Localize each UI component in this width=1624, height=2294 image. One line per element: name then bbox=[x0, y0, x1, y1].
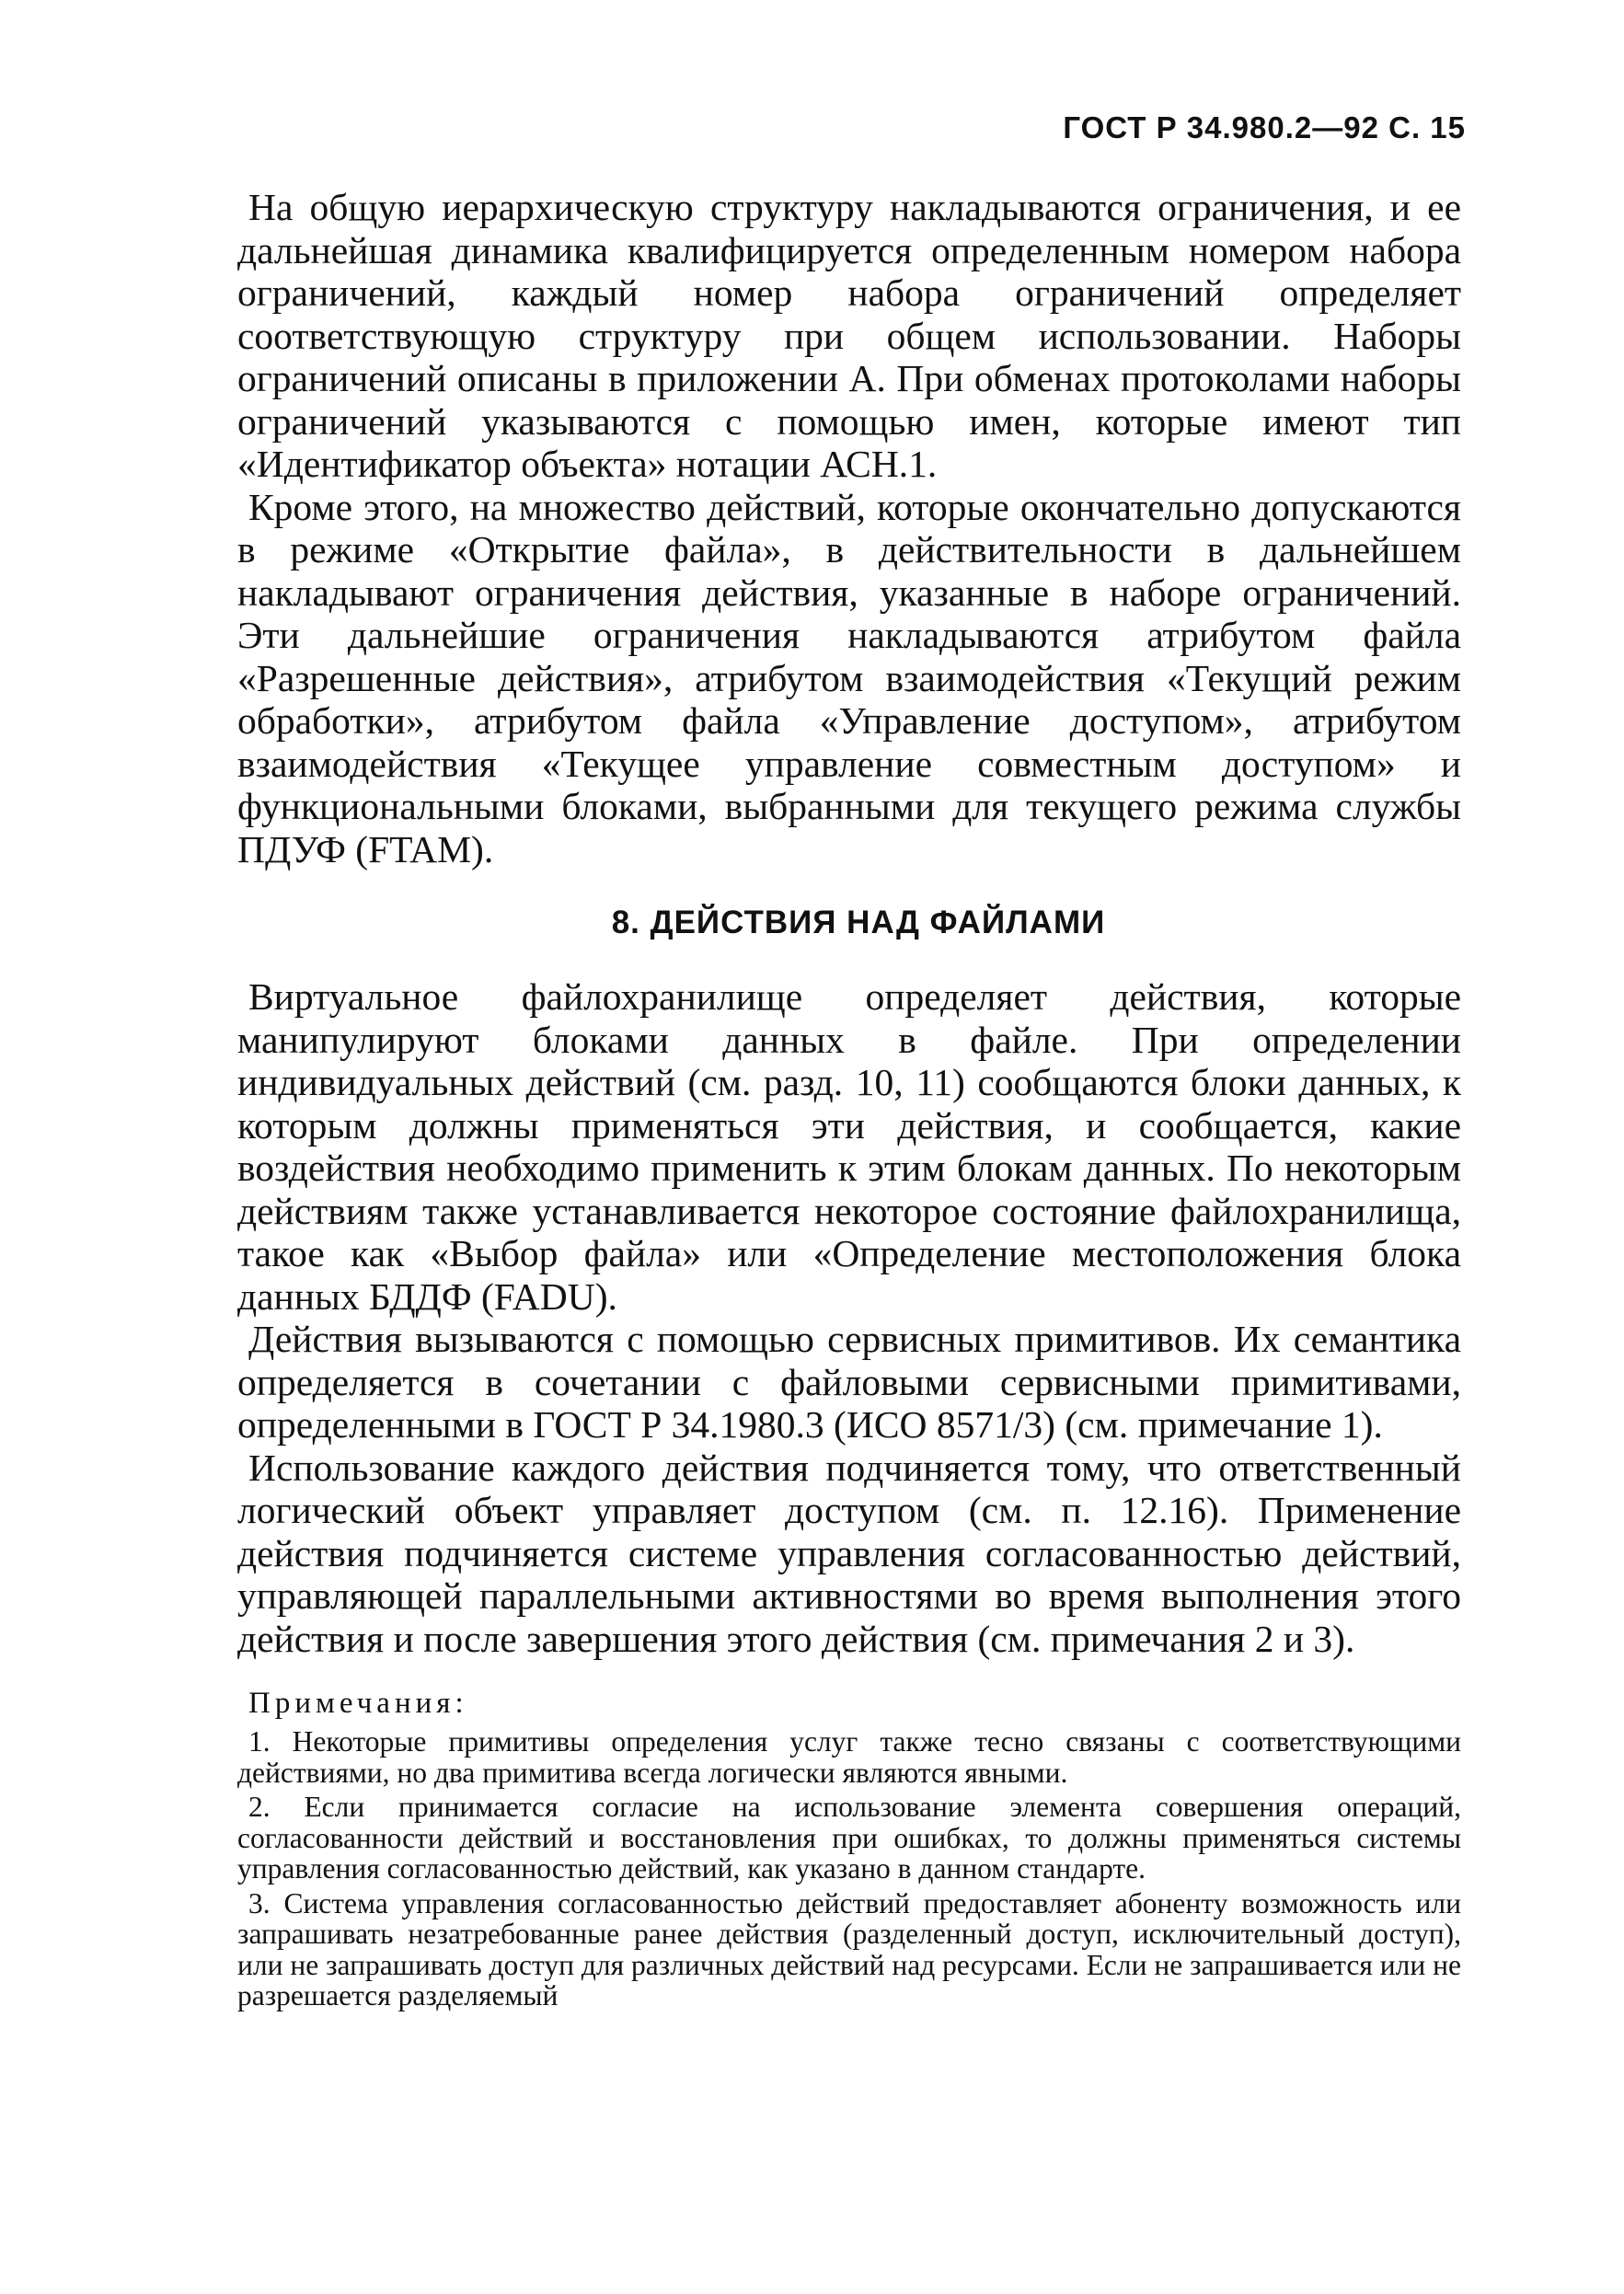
paragraph-service-primitives: Действия вызываются с помощью сервисных примитивов. Их семантика определяется в сочетании с файловыми сервисными примитивами, определенными в ГОСТ Р 34.1980.3 (ИСО 8571/3) (см. примечание 1). bbox=[237, 1318, 1461, 1446]
paragraph-action-restrictions: Кроме этого, на множество действий, которые окончательно допускаются в режиме «Открытие файла», в действительности в дальнейшем накладывают ограничения действия, указанные в наборе ограничений. Эти дальнейшие ограничения накладываются атрибутом файла «Разрешенные действия», атрибутом взаимодействия «Текущий режим обработки», атрибутом файла «Управление доступом», атрибутом взаимодействия «Текущее управление совместным доступом» и функциональными блоками, выбранными для текущего режима службы ПДУФ (FTAM). bbox=[237, 485, 1461, 870]
paragraph-access-control: Использование каждого действия подчиняется тому, что ответственный логический объект управляет доступом (см. п. 12.16). Применение действия подчиняется системе управления согласованностью действий, управляющей параллельными активностями во время выполнения этого действия и после завершения этого действия (см. примечания 2 и 3). bbox=[237, 1446, 1461, 1660]
running-header: ГОСТ Р 34.980.2—92 С. 15 bbox=[1063, 110, 1466, 144]
section-heading: 8. ДЕЙСТВИЯ НАД ФАЙЛАМИ bbox=[611, 905, 1106, 940]
note-3: 3. Система управления согласованностью действий предоставляет абоненту возможность или запрашивать незатребованные ранее действия (разделенный доступ, исключительный доступ), или не запрашивать доступ для различных действий над ресурсами. Если не запрашивается или не разрешается разделяемый bbox=[237, 1886, 1461, 2012]
notes-heading: Примечания: bbox=[248, 1687, 468, 1720]
paragraph-virtual-filestore: Виртуальное файлохранилище определяет действия, которые манипулируют блоками данных в файле. При определении индивидуальных действий (см. разд. 10, 11) сообщаются блоки данных, к которым должны применяться эти действия, и сообщается, какие воздействия необходимо применить к этим блокам данных. По некоторым действиям также устанавливается некоторое состояние файлохранилища, такое как «Выбор файла» или «Определение местоположения блока данных БДДФ (FADU). bbox=[237, 975, 1461, 1318]
body-text bbox=[237, 186, 1461, 2015]
note-2: 2. Если принимается согласие на использование элемента совершения операций, согласованности действий и восстановления при ошибках, то должны применяться системы управления согласованностью действий, как указано в данном стандарте. bbox=[237, 1791, 1461, 1885]
note-1: 1. Некоторые примитивы определения услуг также тесно связаны с соответствующими действиями, но два примитива всегда логически являются явными. bbox=[237, 1725, 1461, 1789]
paragraph-hierarchy-restrictions: На общую иерархическую структуру накладываются ограничения, и ее дальнейшая динамика квалифицируется определенным номером набора ограничений, каждый номер набора ограничений определяет соответствующую структуру при общем использовании. Наборы ограничений описаны в приложении А. При обменах протоколами наборы ограничений указываются с помощью имен, которые имеют тип «Идентификатор объекта» нотации АСН.1. bbox=[237, 186, 1461, 485]
